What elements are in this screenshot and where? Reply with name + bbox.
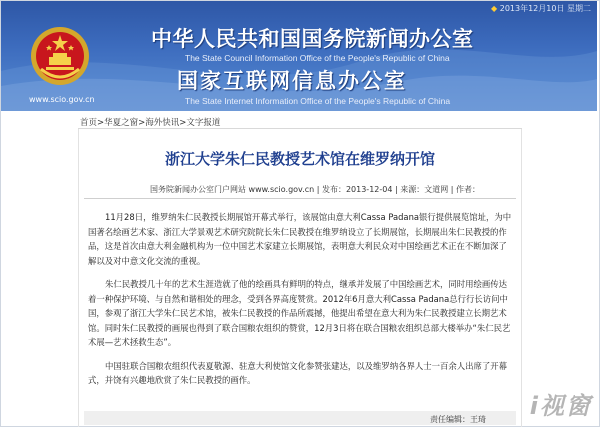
article-title: 浙江大学朱仁民教授艺术馆在维罗纳开馆 (164, 150, 435, 168)
breadcrumb-text-reports[interactable]: 文字报道 (186, 118, 221, 128)
watermark-logo: i视窗 (529, 392, 592, 420)
national-emblem-icon[interactable] (29, 25, 91, 87)
office-title-cn: 中华人民共和国国务院新闻办公室 (151, 27, 474, 51)
office-title-en: The State Council Information Office of the People's Republic of China (185, 53, 450, 63)
breadcrumb-home[interactable]: 首页 (80, 118, 98, 128)
breadcrumb-china-window[interactable]: 华夏之窗 (104, 118, 139, 128)
article-paragraph: 朱仁民教授几十年的艺术生涯造就了他的绘画具有鲜明的特点，继承并发展了中国绘画艺术，同时用绘画传达着一种保护环境、与自然和谐相处的理念，受到各界高度赞赏。2012年6月意大利Cassa Padana总行行长访问中国，参观了浙江大学朱仁民艺术馆，被朱仁民教授的作品所震撼，他提出希望在意大利为朱仁民教授建立长期艺术馆。同时朱仁民教授的画展也得到了联合国粮农组织的赞赏，12月3日将在联合国粮农组织总部大楼举办“朱仁民艺术展—艺术拯救生态”。 (88, 279, 511, 347)
breadcrumb (80, 116, 220, 128)
article-paragraph: 11月28日，维罗纳朱仁民教授长期展馆开幕式举行，该展馆由意大利Cassa Padana银行提供展览馆址，为中国著名绘画艺术家、浙江大学景观艺术研究院院长朱仁民教授在维罗纳设立了长期展馆，长期展出朱仁民教授的作品，这是首次由意大利金融机构为一位中国艺术家建立长期展馆，表明意大利民众对中国绘画艺术正在不断加深了解以及对中意文化交流的重视。 (88, 212, 512, 266)
internet-office-title-en: The State Internet Information Office of the People's Republic of China (185, 96, 451, 106)
breadcrumb-divider (78, 128, 522, 129)
site-header (1, 1, 597, 111)
date-bar (491, 3, 591, 15)
article-body (88, 210, 514, 397)
date-marker-icon: ◆ (491, 4, 498, 13)
date-text: 2013年12月10日 星期二 (499, 4, 591, 13)
breadcrumb-overseas-news[interactable]: 海外快讯 (145, 118, 180, 128)
breadcrumb-separator: > (97, 118, 105, 128)
breadcrumb-separator: > (138, 118, 146, 128)
site-url[interactable]: www.scio.gov.cn (29, 95, 95, 104)
article-paragraph: 中国驻联合国粮农组织代表夏敬源、驻意大利使馆文化参赞张建达，以及维罗纳各界人士一百余人出席了开幕式，并饶有兴趣地欣赏了朱仁民教授的画作。 (88, 360, 507, 385)
responsible-editor: 责任编辑：王琦 (430, 415, 486, 424)
article-meta: 国务院新闻办公室门户网站 www.scio.gov.cn | 发布：2013-12-04 | 来源：文道网 | 作者： (150, 185, 480, 194)
internet-office-title-cn: 国家互联网信息办公室 (177, 69, 407, 93)
breadcrumb-separator: > (179, 118, 187, 128)
meta-divider (84, 198, 516, 199)
